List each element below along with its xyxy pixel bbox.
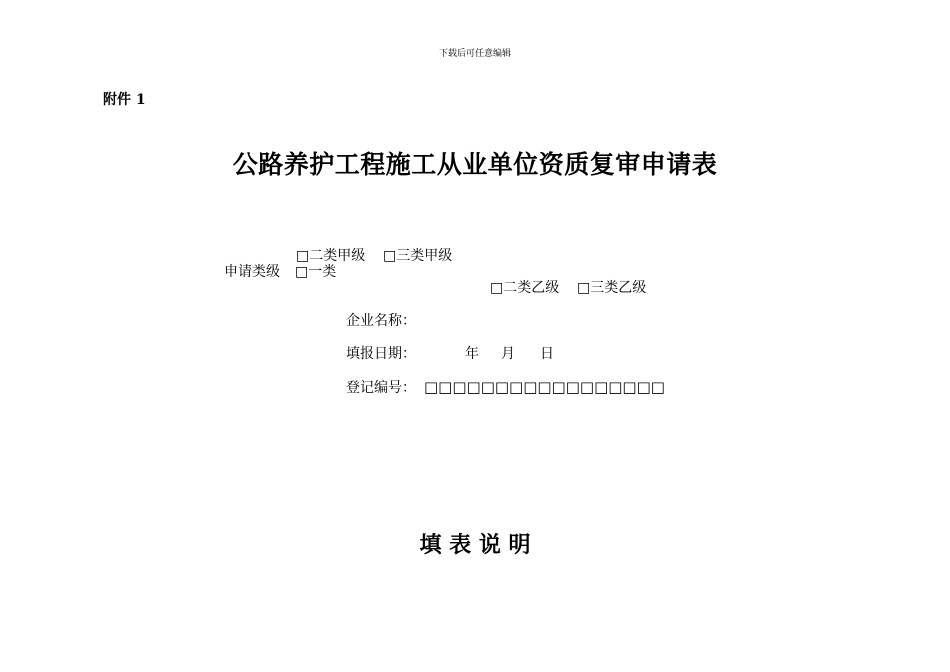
company-name-label: 企业名称：: [346, 313, 416, 329]
option-class2-grade-b[interactable]: □二类乙级: [490, 280, 560, 296]
registration-label: 登记编号：: [346, 380, 416, 396]
form-title: 公路养护工程施工从业单位资质复审申请表: [232, 150, 718, 179]
option-class3-grade-a[interactable]: □三类甲级: [383, 248, 453, 264]
option-class2-grade-a[interactable]: □二类甲级: [296, 248, 366, 264]
instructions-heading: 填 表 说 明: [419, 533, 531, 558]
date-day: 日: [540, 346, 554, 362]
attachment-label: 附件 1: [103, 92, 146, 108]
option-class1[interactable]: □一类: [295, 264, 337, 280]
date-year: 年: [465, 346, 479, 362]
header-note: 下载后可任意编辑: [438, 49, 511, 59]
option-class3-grade-b[interactable]: □三类乙级: [577, 280, 647, 296]
registration-number-boxes[interactable]: □□□□□□□□□□□□□□□□□: [424, 378, 665, 396]
date-month: 月: [501, 346, 515, 362]
application-category-label: 申请类级: [224, 264, 280, 280]
fill-date-label: 填报日期：: [346, 346, 416, 362]
